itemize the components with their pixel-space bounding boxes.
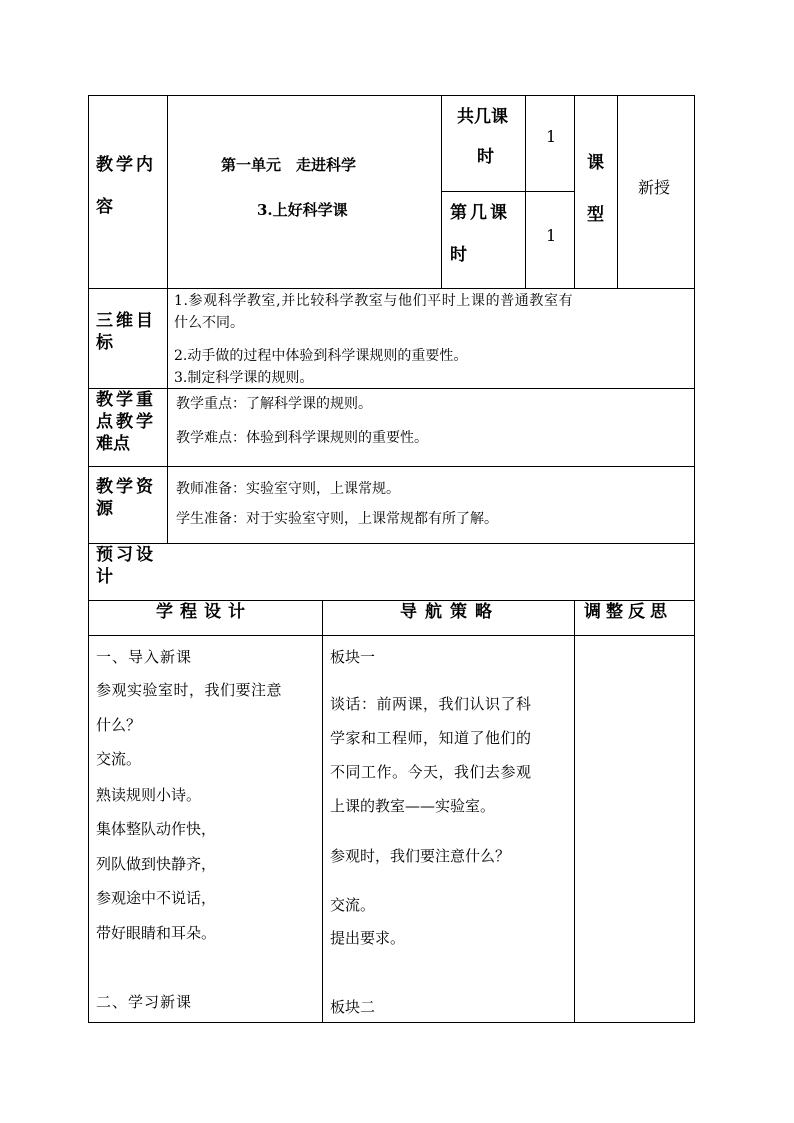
divider bbox=[322, 600, 323, 1023]
goal-3: 3.制定科学课的规则。 bbox=[174, 370, 314, 386]
lesson-number-label-2: 时 bbox=[450, 245, 467, 265]
divider bbox=[88, 388, 695, 389]
list-item: 带好眼睛和耳朵。 bbox=[96, 924, 217, 942]
total-lessons-value: 1 bbox=[546, 127, 557, 146]
list-item: 参观时，我们要注意什么？ bbox=[330, 847, 511, 865]
column-header-navigation: 导航策略 bbox=[400, 602, 500, 622]
list-item: 板块二 bbox=[330, 998, 376, 1016]
unit-title: 第一单元 走进科学 bbox=[221, 156, 357, 174]
list-item: 学家和工程师，知道了他们的 bbox=[330, 729, 532, 747]
divider bbox=[441, 191, 575, 192]
list-item: 参观实验室时，我们要注意 bbox=[96, 681, 283, 699]
lesson-type-label-1: 课 bbox=[587, 153, 604, 173]
preview-label-line-1: 预习设 bbox=[96, 545, 156, 565]
list-item: 交流。 bbox=[96, 750, 142, 768]
key-points-label-line-1: 教学重 bbox=[96, 390, 156, 410]
list-item: 提出要求。 bbox=[330, 929, 406, 947]
divider bbox=[88, 635, 695, 636]
content-label-line-1: 教学内 bbox=[96, 155, 156, 175]
divider bbox=[88, 466, 695, 467]
goals-label-line-2: 标 bbox=[96, 333, 113, 353]
divider bbox=[88, 543, 695, 544]
preview-label-line-2: 计 bbox=[96, 567, 113, 587]
lesson-number-value: 1 bbox=[546, 226, 557, 245]
total-lessons-label-2: 时 bbox=[477, 147, 494, 167]
lesson-type-label-2: 型 bbox=[587, 205, 604, 225]
resources-label-line-1: 教学资 bbox=[96, 477, 156, 497]
resources-label-line-2: 源 bbox=[96, 499, 113, 519]
goals-label-line-1: 三维目 bbox=[96, 311, 156, 331]
list-item: 谈话：前两课，我们认识了科 bbox=[330, 695, 532, 713]
column-header-learning: 学程设计 bbox=[156, 602, 252, 622]
total-lessons-label-1: 共几课 bbox=[457, 107, 508, 127]
divider bbox=[574, 600, 575, 1023]
list-item: 不同工作。今天，我们去参观 bbox=[330, 763, 532, 781]
content-label-line-2: 容 bbox=[96, 197, 113, 217]
list-item: 上课的教室——实验室。 bbox=[330, 797, 496, 815]
key-point: 教学重点：了解科学课的规则。 bbox=[176, 396, 372, 412]
list-item: 一、导入新课 bbox=[96, 648, 193, 666]
table-border-bottom bbox=[88, 1022, 695, 1023]
list-item: 熟读规则小诗。 bbox=[96, 786, 202, 804]
difficulty-point: 教学难点：体验到科学课规则的重要性。 bbox=[176, 430, 428, 446]
table-border-top bbox=[88, 95, 695, 96]
list-item: 什么？ bbox=[96, 716, 142, 734]
divider bbox=[167, 95, 168, 544]
goal-1-line-2: 什么不同。 bbox=[174, 315, 244, 331]
list-item: 二、学习新课 bbox=[96, 993, 193, 1011]
list-item: 板块一 bbox=[330, 648, 376, 666]
divider bbox=[88, 600, 695, 601]
list-item: 参观途中不说话， bbox=[96, 889, 217, 907]
list-item: 集体整队动作快， bbox=[96, 820, 217, 838]
table-border-right bbox=[694, 95, 695, 1023]
column-header-reflection: 调整反思 bbox=[584, 602, 672, 622]
goal-1-line-1: 1.参观科学教室,并比较科学教室与他们平时上课的普通教室有 bbox=[174, 293, 574, 309]
table-border-left bbox=[88, 95, 89, 1023]
key-points-label-line-2: 点教学 bbox=[96, 412, 156, 432]
goal-2: 2.动手做的过程中体验到科学课规则的重要性。 bbox=[174, 348, 468, 364]
divider bbox=[617, 95, 618, 288]
list-item: 列队做到快静齐， bbox=[96, 855, 217, 873]
teacher-preparation: 教师准备：实验室守则，上课常规。 bbox=[176, 481, 400, 497]
key-points-label-line-3: 难点 bbox=[96, 434, 130, 454]
divider bbox=[88, 288, 695, 289]
student-preparation: 学生准备：对于实验室守则，上课常规都有所了解。 bbox=[176, 511, 498, 527]
lesson-type-value: 新授 bbox=[638, 178, 671, 197]
lesson-title: 3.上好科学课 bbox=[257, 201, 348, 219]
list-item: 交流。 bbox=[330, 896, 376, 914]
lesson-number-label-1: 第几课 bbox=[450, 203, 510, 223]
